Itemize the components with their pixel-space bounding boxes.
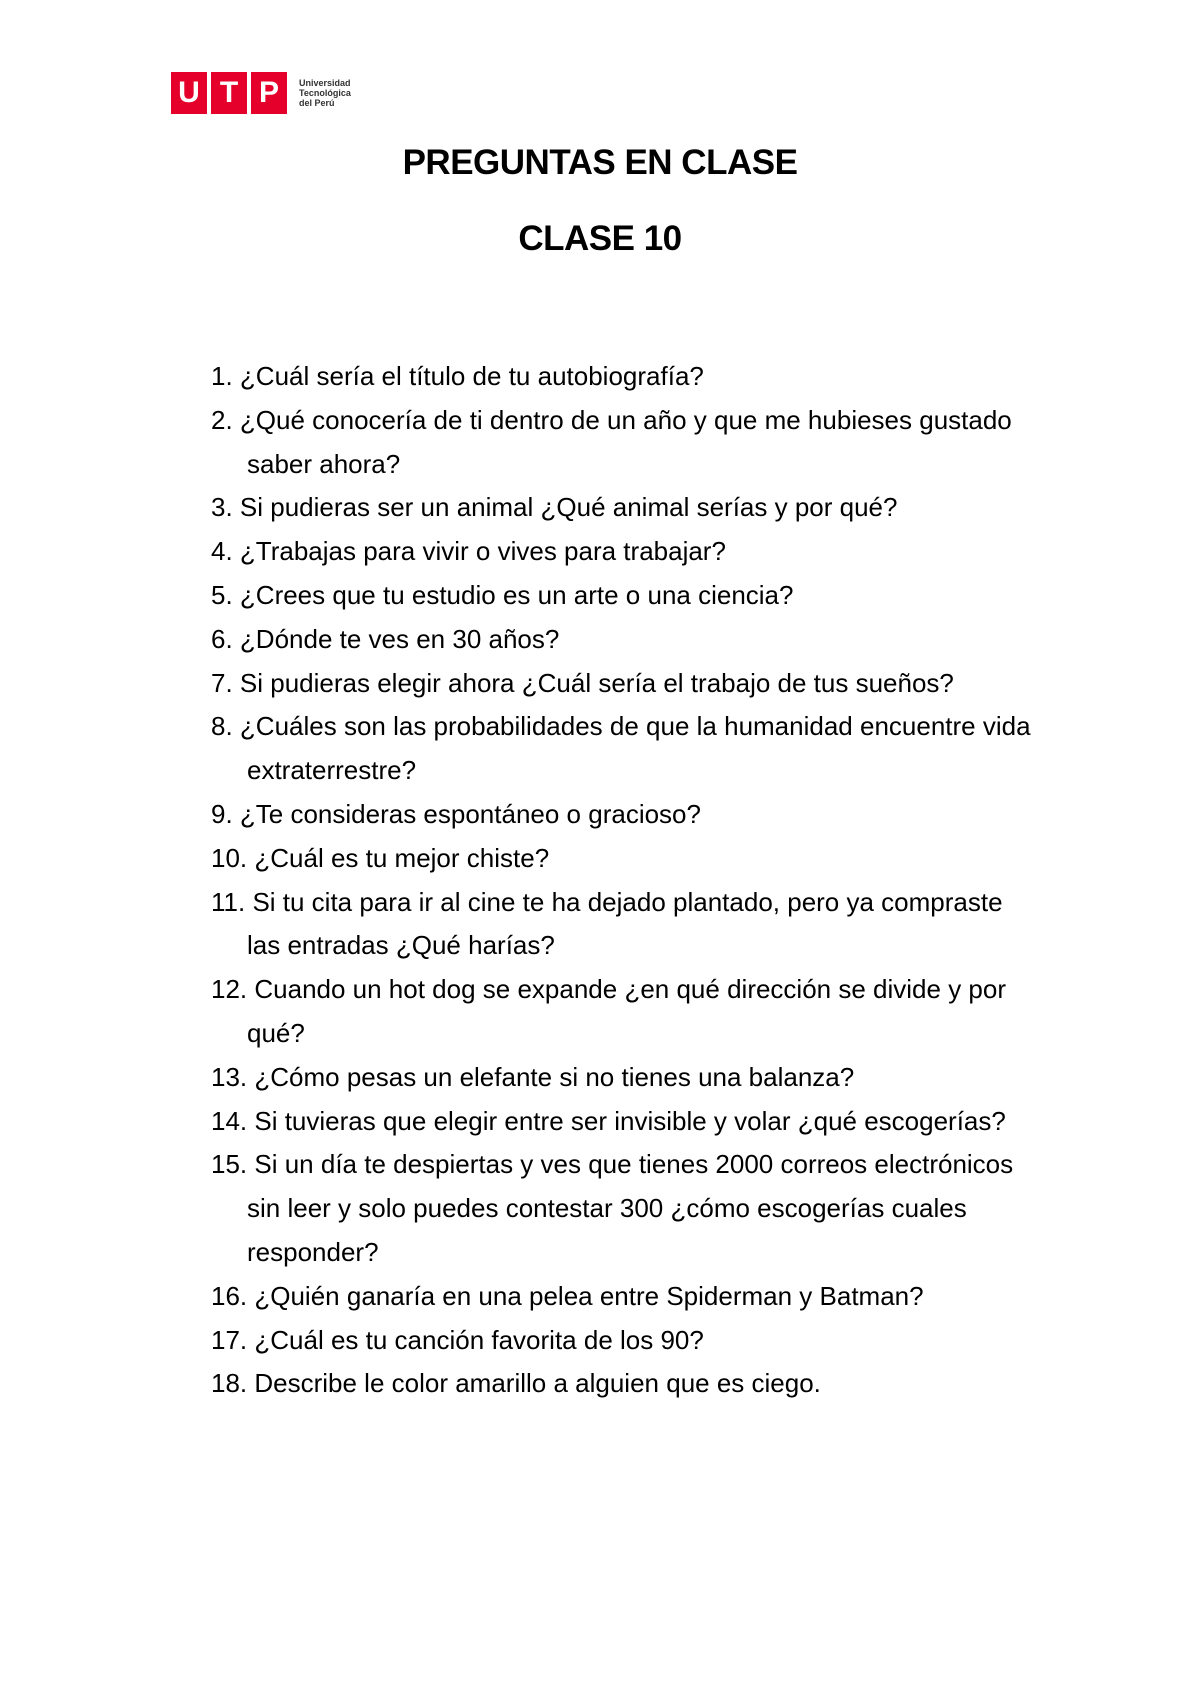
question-item: 6. ¿Dónde te ves en 30 años?	[211, 623, 560, 654]
page-title: PREGUNTAS EN CLASE	[402, 143, 798, 182]
question-item: 4. ¿Trabajas para vivir o vives para trabajar?	[211, 536, 726, 567]
logo-text-line-3: del Perú	[299, 98, 335, 108]
question-item: 10. ¿Cuál es tu mejor chiste?	[211, 842, 550, 873]
logo-letter-t: T	[211, 72, 247, 114]
logo-text	[299, 78, 351, 108]
question-item: 3. Si pudieras ser un animal ¿Qué animal serías y por qué?	[211, 492, 898, 523]
question-item: 18. Describe le color amarillo a alguien que es ciego.	[211, 1368, 821, 1399]
question-item: 7. Si pudieras elegir ahora ¿Cuál sería el trabajo de tus sueños?	[211, 667, 954, 698]
question-item: 14. Si tuvieras que elegir entre ser invisible y volar ¿qué escogerías?	[211, 1105, 1006, 1136]
logo-text-line-1: Universidad	[299, 78, 351, 88]
logo-letter-u: U	[171, 72, 207, 114]
question-item: 5. ¿Crees que tu estudio es un arte o una ciencia?	[211, 579, 794, 610]
question-item: 17. ¿Cuál es tu canción favorita de los 90?	[211, 1324, 704, 1355]
question-item: 12. Cuando un hot dog se expande ¿en qué dirección se divide y por qué?	[211, 974, 1006, 1048]
utp-logo	[171, 72, 351, 114]
logo-text-line-2: Tecnológica	[299, 88, 351, 98]
question-item: 16. ¿Quién ganaría en una pelea entre Spiderman y Batman?	[211, 1280, 924, 1311]
question-item: 11. Si tu cita para ir al cine te ha dejado plantado, pero ya compraste las entradas ¿Qué harías?	[211, 886, 1003, 961]
question-item: 2. ¿Qué conocería de ti dentro de un año y que me hubieses gustado saber ahora?	[211, 404, 1012, 479]
question-item: 8. ¿Cuáles son las probabilidades de que la humanidad encuentre vida extraterrestre?	[211, 711, 1031, 786]
logo-letter-p: P	[251, 72, 287, 114]
question-item: 13. ¿Cómo pesas un elefante si no tienes una balanza?	[211, 1061, 855, 1092]
question-item: 1. ¿Cuál sería el título de tu autobiografía?	[211, 361, 704, 391]
question-item: 9. ¿Te consideras espontáneo o gracioso?	[211, 798, 701, 829]
questions-list	[211, 355, 1041, 1406]
question-item: 15. Si un día te despiertas y ves que tienes 2000 correos electrónicos sin leer y solo puedes contestar 300 ¿cómo escogerías cuales responder?	[211, 1149, 1014, 1267]
page-subtitle: CLASE 10	[518, 219, 682, 258]
